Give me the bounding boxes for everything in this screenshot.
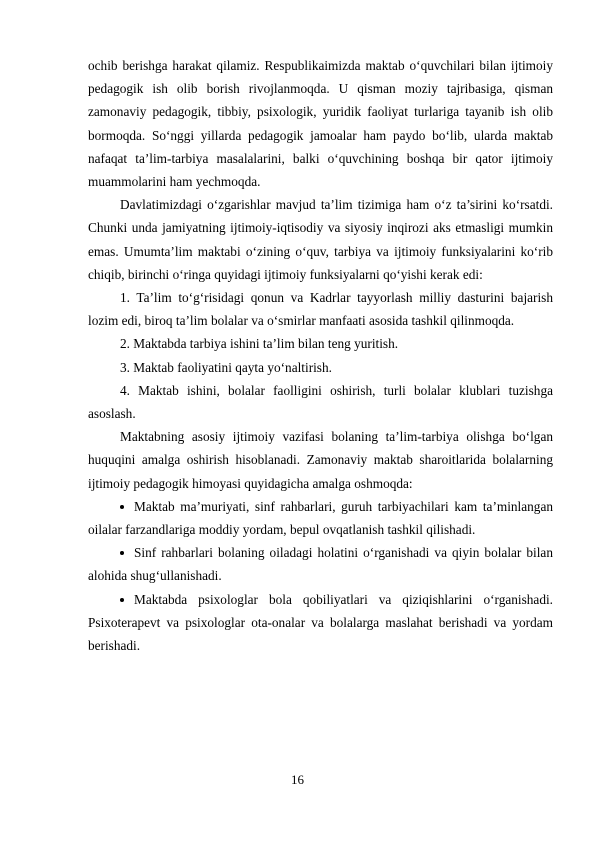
bullet-icon — [120, 588, 134, 611]
list-item-2: 2. Maktabda tarbiya ishini ta’lim bilan teng yuritish. — [120, 336, 399, 352]
paragraph-davlatimizdagi: Davlatimizdagi o‘zgarishlar mavjud ta’lim tizimiga ham o‘z ta’sirini ko‘rsatdi. Chunki unda jamiyatning ijtimoiy-iqtisodiy va siyosiy inqirozi aks etmasligi mumkin emas. Umumta’lim maktabi o‘zining o‘quv, tarbiya va ijtimoiy funksiyalarini ko‘rib chiqib, birinchi o‘ringa quyidagi ijtimoiy funksiyalarni qo‘yishi kerak edi: — [88, 197, 553, 282]
bullet-item-1 — [88, 495, 553, 541]
list-item-1: 1. Ta’lim to‘g‘risidagi qonun va Kadrlar tayyorlash milliy dasturini bajarish lozim edi, biroq ta’lim bolalar va o‘smirlar manfaati asosida tashkil qilinmoqda. — [88, 290, 553, 329]
bullet-item-text: Maktabda psixologlar bola qobiliyatlari va qiziqishlarini o‘rganishadi. Psixoterapevt va psixologlar ota-onalar va bolalarga maslahat berishadi va yordam berishadi. — [88, 591, 553, 654]
bullet-item-text: Maktab ma’muriyati, sinf rahbarlari, guruh tarbiyachilari kam ta’minlangan oilalar farzandlariga moddiy yordam, bepul ovqatlanish tashkil qilishadi. — [88, 498, 553, 538]
page-number: 16 — [291, 772, 304, 787]
bullet-icon — [120, 541, 134, 564]
bullet-item-3 — [88, 588, 553, 658]
bullet-icon — [120, 495, 134, 518]
paragraph-continuation: ochib berishga harakat qilamiz. Respublikaimizda maktab o‘quvchilari bilan ijtimoiy pedagogik ish olib borish rivojlanmoqda. U qisman moziy tajribasiga, qisman zamonaviy pedagogik, tibbiy, psixologik, yuridik faoliyat turlariga tayanib ish olib bormoqda. So‘nggi yillarda pedagogik jamoalar ham paydo bo‘lib, ularda maktab nafaqat ta’lim-tarbiya masalalarini, balki o‘quvchining boshqa bir qator ijtimoiy muammolarini ham yechmoqda. — [88, 58, 553, 190]
page-body — [88, 54, 553, 657]
list-item-3: 3. Maktab faoliyatini qayta yo‘naltirish. — [120, 359, 332, 375]
bullet-item-text: Sinf rahbarlari bolaning oiladagi holatini o‘rganishadi va qiyin bolalar bilan alohida shug‘ullanishadi. — [88, 545, 553, 584]
paragraph-maktabning: Maktabning asosiy ijtimoiy vazifasi bolaning ta’lim-tarbiya olishga bo‘lgan huquqini amalga oshirish hisoblanadi. Zamonaviy maktab sharoitlarida bolalarning ijtimoiy pedagogik himoyasi quyidagicha amalga oshmoqda: — [88, 429, 553, 491]
list-item-4: 4. Maktab ishini, bolalar faolligini oshirish, turli bolalar klublari tuzishga asoslash. — [88, 382, 553, 422]
bullet-item-2 — [88, 541, 553, 587]
